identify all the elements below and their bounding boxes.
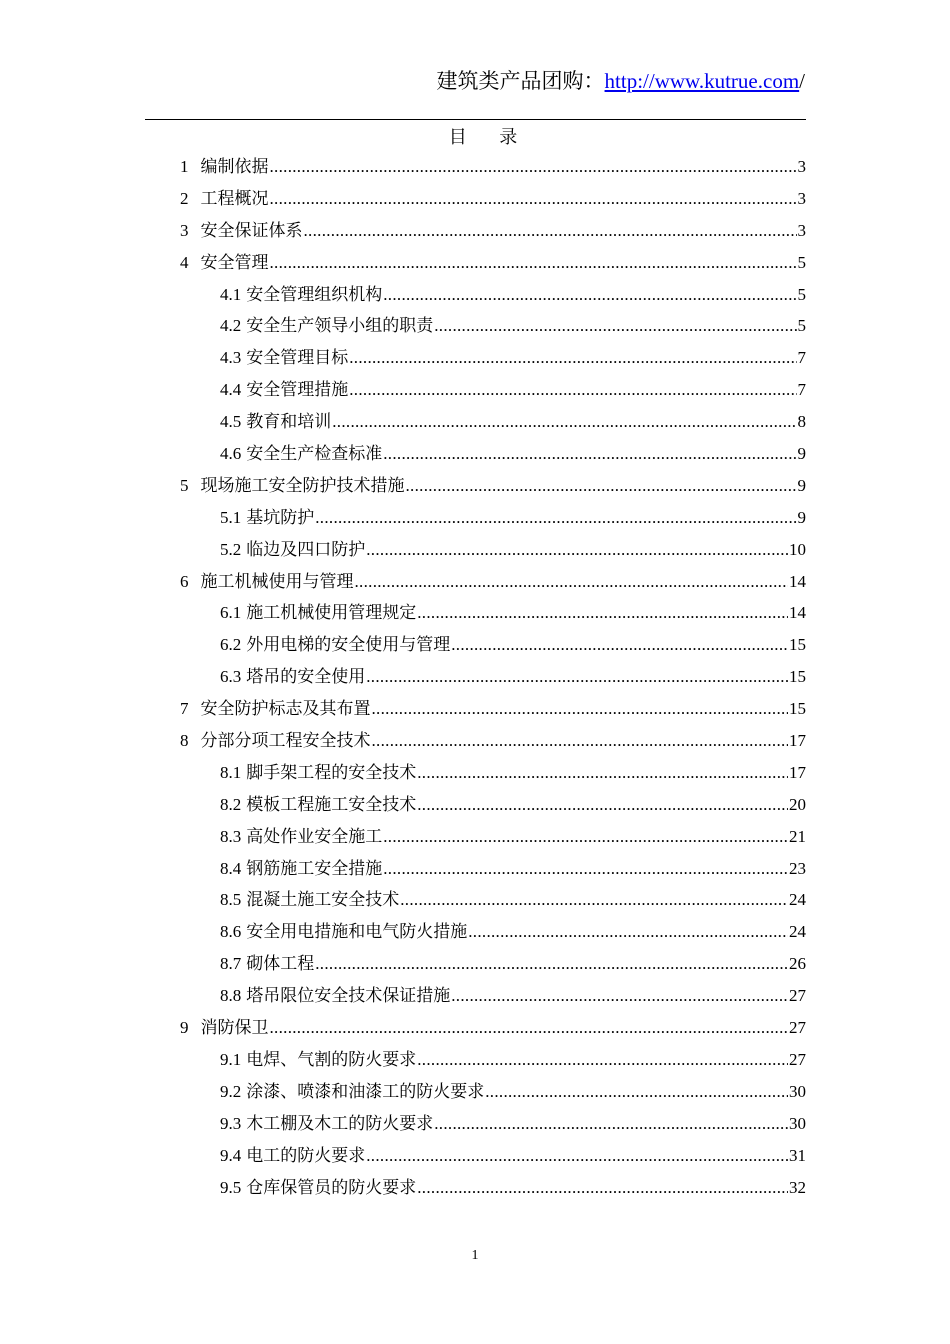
toc-dot-leader [366, 1140, 788, 1172]
toc-entry[interactable] [180, 1012, 806, 1044]
toc-entry-title: 塔吊的安全使用 [246, 667, 366, 687]
toc-entry[interactable] [180, 534, 806, 566]
toc-entry[interactable] [180, 1172, 806, 1204]
toc-entry[interactable] [180, 757, 806, 789]
toc-entry-title: 临边及四口防护 [246, 539, 366, 559]
toc-entry-number: 8.6 [220, 922, 242, 942]
toc-entry-title: 砌体工程 [246, 954, 315, 974]
toc-entry-page: 23 [789, 858, 806, 878]
toc-dot-leader [451, 980, 788, 1012]
toc-entry-number: 8.1 [220, 762, 242, 782]
toc-entry[interactable] [180, 342, 806, 374]
toc-entry-title: 高处作业安全施工 [246, 826, 383, 846]
toc-entry-number: 8.8 [220, 986, 242, 1006]
toc-entry[interactable] [180, 789, 806, 821]
toc-entry-page: 5 [797, 316, 806, 336]
toc-entry[interactable] [180, 629, 806, 661]
toc-entry[interactable] [180, 502, 806, 534]
toc-entry-title: 安全管理目标 [246, 348, 349, 368]
toc-dot-leader [383, 853, 788, 885]
toc-entry-number: 6.1 [220, 603, 242, 623]
toc-entry-number: 8.5 [220, 890, 242, 910]
toc-entry[interactable] [180, 566, 806, 598]
toc-entry[interactable] [180, 279, 806, 311]
toc-entry[interactable] [180, 916, 806, 948]
toc-entry[interactable] [180, 215, 806, 247]
toc-entry[interactable] [180, 853, 806, 885]
toc-entry-page: 27 [789, 1018, 806, 1038]
toc-entry-number: 8.3 [220, 826, 242, 846]
toc-entry-number: 4.6 [220, 444, 242, 464]
toc-entry-page: 7 [797, 380, 806, 400]
toc-dot-leader [315, 948, 788, 980]
toc-entry[interactable] [180, 725, 806, 757]
toc-dot-leader [349, 342, 796, 374]
toc-dot-leader [304, 215, 797, 247]
toc-entry-title: 仓库保管员的防火要求 [246, 1177, 417, 1197]
toc-entry[interactable] [180, 884, 806, 916]
toc-dot-leader [366, 661, 788, 693]
toc-dot-leader [270, 183, 797, 215]
toc-entry-page: 9 [797, 475, 806, 495]
toc-dot-leader [417, 1044, 788, 1076]
toc-entry-page: 26 [789, 954, 806, 974]
toc-dot-leader [372, 693, 789, 725]
toc-dot-leader [417, 597, 788, 629]
toc-dot-leader [315, 502, 796, 534]
toc-entry-page: 9 [797, 444, 806, 464]
toc-entry-page: 9 [797, 507, 806, 527]
toc-dot-leader [485, 1076, 788, 1108]
toc-entry[interactable] [180, 1108, 806, 1140]
toc-dot-leader [417, 1172, 788, 1204]
toc-dot-leader [372, 725, 789, 757]
toc-entry-page: 32 [789, 1177, 806, 1197]
toc-dot-leader [355, 566, 789, 598]
toc-entry[interactable] [180, 151, 806, 183]
toc-entry-page: 30 [789, 1081, 806, 1101]
toc-entry[interactable] [180, 1044, 806, 1076]
toc-entry-title: 施工机械使用与管理 [200, 571, 354, 591]
toc-entry-title: 施工机械使用管理规定 [246, 603, 417, 623]
toc-entry[interactable] [180, 183, 806, 215]
toc-entry-title: 编制依据 [200, 157, 269, 176]
toc-dot-leader [383, 821, 788, 853]
toc-entry[interactable] [180, 980, 806, 1012]
toc-entry-page: 5 [797, 284, 806, 304]
toc-entry-title: 安全管理组织机构 [246, 284, 383, 304]
toc-entry-number: 8.2 [220, 794, 242, 814]
toc-entry-page: 3 [797, 220, 806, 240]
toc-entry-page: 3 [797, 188, 806, 208]
toc-entry-page: 24 [789, 890, 806, 910]
header-prefix: 建筑类产品团购： [436, 69, 605, 93]
toc-dot-leader [270, 247, 797, 279]
toc-entry-page: 7 [797, 348, 806, 368]
toc-entry-title: 安全管理措施 [246, 380, 349, 400]
toc-entry-title: 教育和培训 [246, 412, 332, 432]
toc-entry-number: 5.1 [220, 507, 242, 527]
toc-entry-page: 24 [789, 922, 806, 942]
toc-entry-number: 9.5 [220, 1177, 242, 1197]
toc-title: 目 录 [448, 127, 532, 147]
toc-entry-page: 17 [789, 731, 806, 751]
toc-entry[interactable] [180, 693, 806, 725]
toc-entry-title: 电工的防火要求 [246, 1145, 366, 1165]
toc-dot-leader [434, 310, 796, 342]
toc-entry[interactable] [180, 406, 806, 438]
toc-dot-leader [383, 438, 796, 470]
toc-entry-page: 27 [789, 986, 806, 1006]
toc-entry-page: 31 [789, 1145, 806, 1165]
toc-entry[interactable] [180, 1076, 806, 1108]
toc-entry-page: 20 [789, 794, 806, 814]
toc-entry-number: 1 [180, 157, 189, 176]
toc-entry[interactable] [180, 247, 806, 279]
toc-entry-page: 15 [789, 667, 806, 687]
toc-entry-title: 工程概况 [200, 188, 269, 208]
toc-entry-number: 4 [180, 252, 189, 272]
toc-entry-number: 8 [180, 731, 189, 751]
page-number: 1 [471, 1248, 479, 1263]
toc-entry-number: 5.2 [220, 539, 242, 559]
toc-entry-page: 14 [789, 603, 806, 623]
toc-entry[interactable] [180, 374, 806, 406]
toc-entry[interactable] [180, 310, 806, 342]
toc-entry-page: 21 [789, 826, 806, 846]
toc-dot-leader [270, 1012, 789, 1044]
toc-entry-title: 塔吊限位安全技术保证措施 [246, 986, 451, 1006]
toc-entry-title: 脚手架工程的安全技术 [246, 762, 417, 782]
toc-entry-number: 2 [180, 188, 189, 208]
toc-entry-number: 6.2 [220, 635, 242, 655]
toc-entry-number: 4.1 [220, 284, 242, 304]
toc-entry-number: 9.3 [220, 1113, 242, 1133]
toc-entry-title: 混凝土施工安全技术 [246, 890, 400, 910]
toc-entry-page: 8 [797, 412, 806, 432]
toc-entry-page: 17 [789, 762, 806, 782]
toc-entry-page: 15 [789, 699, 806, 719]
toc-entry-title: 现场施工安全防护技术措施 [200, 475, 405, 495]
toc-entry-number: 9.2 [220, 1081, 242, 1101]
toc-entry[interactable] [180, 597, 806, 629]
toc-entry-title: 涂漆、喷漆和油漆工的防火要求 [246, 1081, 485, 1101]
toc-dot-leader [417, 789, 788, 821]
toc-entry[interactable] [180, 948, 806, 980]
toc-entry[interactable] [180, 1140, 806, 1172]
toc-dot-leader [332, 406, 796, 438]
toc-entry-title: 基坑防护 [246, 507, 315, 527]
toc-entry-page: 27 [789, 1049, 806, 1069]
toc-dot-leader [270, 151, 797, 183]
toc-entry-title: 外用电梯的安全使用与管理 [246, 635, 451, 655]
toc-entry-title: 钢筋施工安全措施 [246, 858, 383, 878]
toc-entry-title: 木工棚及木工的防火要求 [246, 1113, 434, 1133]
toc-entry-number: 4.2 [220, 316, 242, 336]
toc-entry-title: 安全生产领导小组的职责 [246, 316, 434, 336]
toc-entry-number: 3 [180, 220, 189, 240]
toc-dot-leader [434, 1108, 788, 1140]
toc-entry-page: 3 [797, 157, 806, 176]
toc-dot-leader [349, 374, 796, 406]
toc-dot-leader [406, 470, 797, 502]
toc-entry-number: 8.4 [220, 858, 242, 878]
header-divider [145, 119, 806, 120]
toc-entry[interactable] [180, 661, 806, 693]
toc-dot-leader [366, 534, 788, 566]
toc-entry-title: 安全管理 [200, 252, 269, 272]
table-of-contents [180, 151, 806, 1203]
toc-entry-page: 5 [797, 252, 806, 272]
toc-entry-title: 分部分项工程安全技术 [200, 731, 371, 751]
toc-dot-leader [468, 916, 788, 948]
toc-entry-number: 7 [180, 699, 189, 719]
toc-entry-number: 4.5 [220, 412, 242, 432]
toc-dot-leader [383, 279, 796, 311]
header-link[interactable]: http://www.kutrue.com [604, 69, 800, 93]
header-suffix: / [799, 69, 805, 93]
toc-entry-number: 9.4 [220, 1145, 242, 1165]
toc-entry-title: 安全防护标志及其布置 [200, 699, 371, 719]
toc-entry-number: 8.7 [220, 954, 242, 974]
toc-entry-page: 15 [789, 635, 806, 655]
toc-entry[interactable] [180, 438, 806, 470]
toc-entry-title: 电焊、气割的防火要求 [246, 1049, 417, 1069]
toc-entry-number: 9 [180, 1018, 189, 1038]
page-header [145, 66, 805, 96]
toc-dot-leader [400, 884, 788, 916]
toc-entry-number: 6 [180, 571, 189, 591]
toc-dot-leader [417, 757, 788, 789]
toc-entry-number: 5 [180, 475, 189, 495]
toc-entry[interactable] [180, 821, 806, 853]
toc-entry-title: 安全保证体系 [200, 220, 303, 240]
toc-entry-title: 消防保卫 [200, 1018, 269, 1038]
toc-entry-page: 30 [789, 1113, 806, 1133]
toc-dot-leader [451, 629, 788, 661]
toc-entry[interactable] [180, 470, 806, 502]
toc-entry-title: 安全生产检查标准 [246, 444, 383, 464]
toc-entry-number: 4.3 [220, 348, 242, 368]
toc-entry-number: 9.1 [220, 1049, 242, 1069]
toc-entry-title: 模板工程施工安全技术 [246, 794, 417, 814]
toc-entry-page: 10 [789, 539, 806, 559]
toc-entry-number: 4.4 [220, 380, 242, 400]
toc-entry-page: 14 [789, 571, 806, 591]
toc-entry-number: 6.3 [220, 667, 242, 687]
toc-entry-title: 安全用电措施和电气防火措施 [246, 922, 468, 942]
